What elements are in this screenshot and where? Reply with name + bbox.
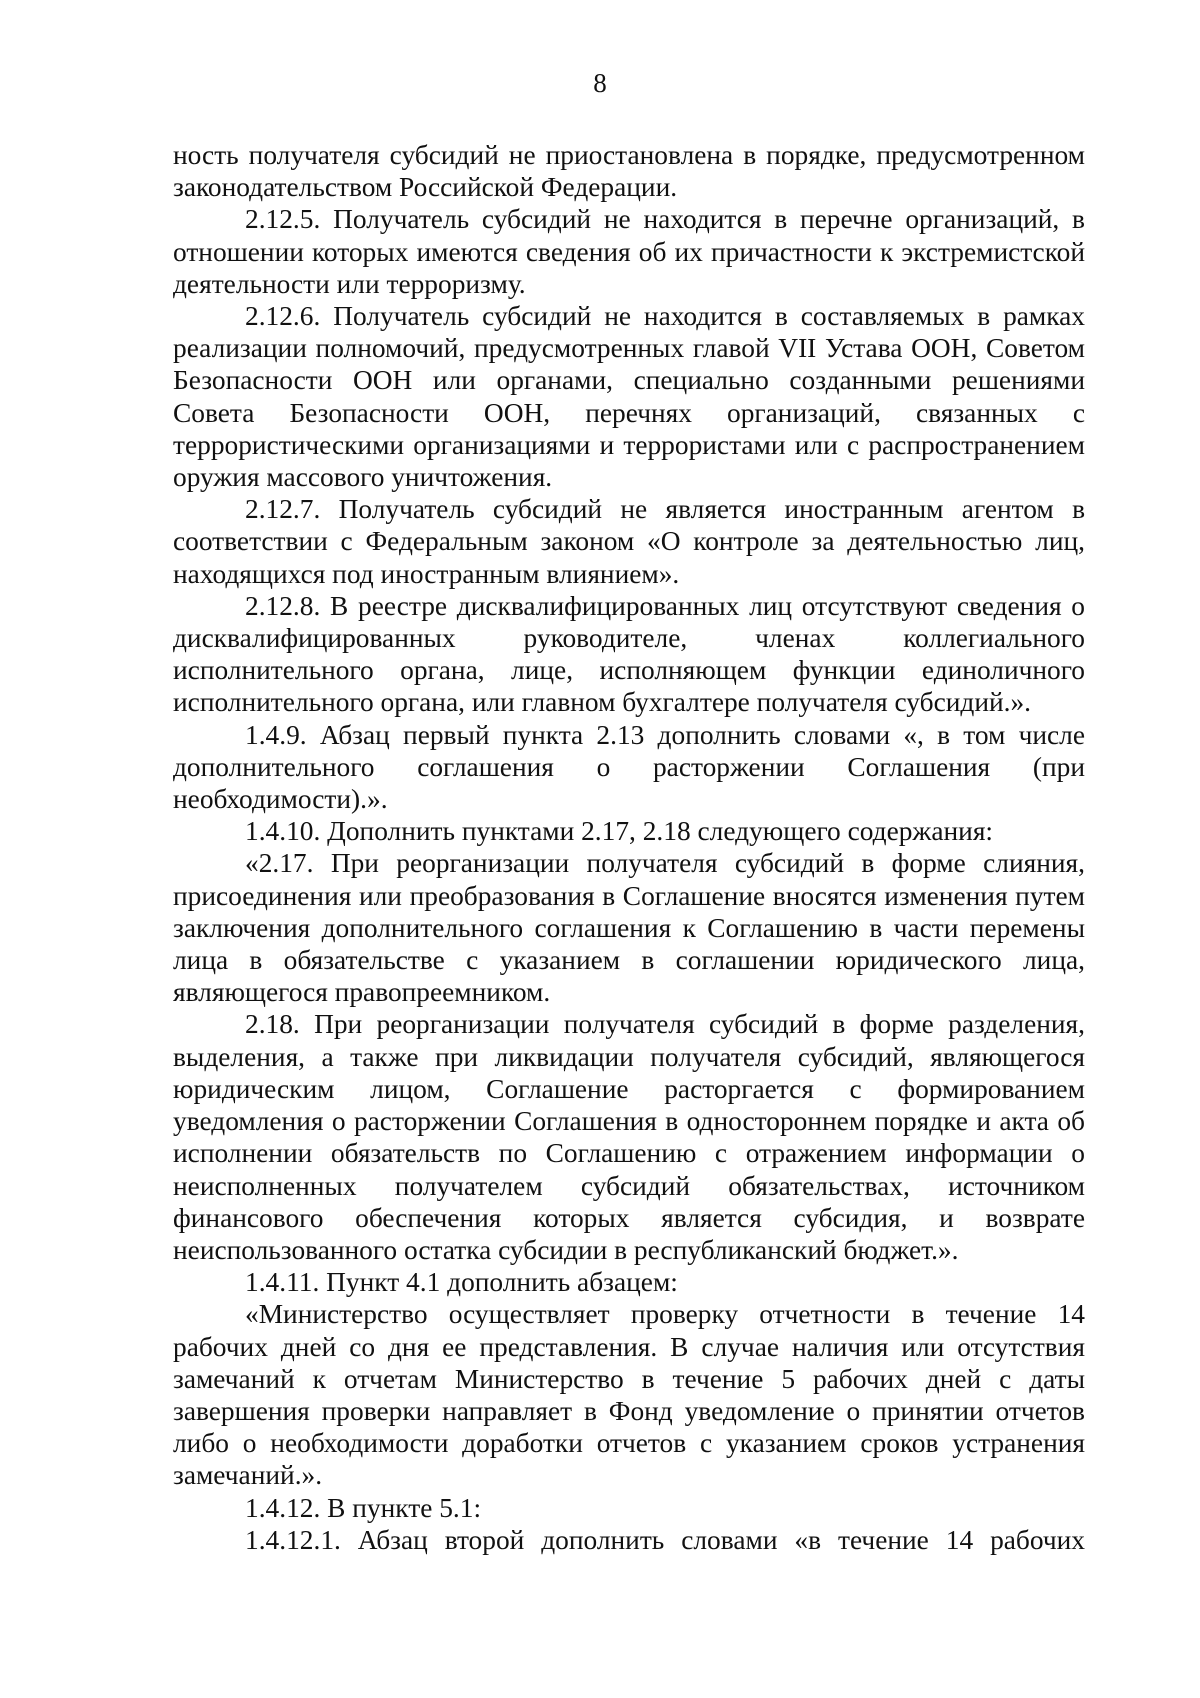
paragraph-ministry-check: «Министерство осуществляет проверку отчетности в течение 14 рабочих дней со дня ее представления. В случае наличия или отсутствия замечаний к отчетам Министерство в течение 5 рабочих дней с даты завершения проверки направляет в Фонд уведомление о принятии отчетов либо о необходимости доработки отчетов с указанием сроков устранения замечаний.». — [173, 1299, 1085, 1491]
paragraph-2-12-7: 2.12.7. Получатель субсидий не является иностранным агентом в соответствии с Федеральным законом «О контроле за деятельностью лиц, находящихся под иностранным влиянием». — [173, 494, 1085, 589]
paragraph-1-4-10: 1.4.10. Дополнить пунктами 2.17, 2.18 следующего содержания: — [245, 816, 994, 847]
paragraph-2-12-8: 2.12.8. В реестре дисквалифицированных лиц отсутствуют сведения о дисквалифицированных руководителе, членах коллегиального исполнительного органа, лице, исполняющем функции единоличного исполнительного органа, или главном бухгалтере получателя субсидий.». — [173, 590, 1085, 718]
paragraph-2-18: 2.18. При реорганизации получателя субсидий в форме разделения, выделения, а также при ликвидации получателя субсидий, являющегося юридическим лицом, Соглашение расторгается с формированием уведомления о расторжении Соглашения в одностороннем порядке и акта об исполнении обязательств по Соглашению с отражением информации о неисполненных получателем субсидий обязательствах, источником финансового обеспечения которых является субсидия, и возврате неиспользованного остатка субсидии в республиканский бюджет.». — [173, 1009, 1085, 1265]
paragraph-2-12-5: 2.12.5. Получатель субсидий не находится в перечне организаций, в отношении которых имеются сведения об их причастности к экстремистской деятельности или терроризму. — [173, 204, 1085, 299]
page-number: 8 — [593, 68, 607, 98]
paragraph-1-4-11: 1.4.11. Пункт 4.1 дополнить абзацем: — [245, 1267, 678, 1298]
paragraph-1-4-9: 1.4.9. Абзац первый пункта 2.13 дополнить словами «, в том числе дополнительного соглашения о расторжении Соглашения (при необходимости).». — [173, 719, 1085, 815]
paragraph-1-4-12: 1.4.12. В пункте 5.1: — [245, 1492, 482, 1523]
document-body — [173, 139, 1085, 1556]
paragraph-2-12-6: 2.12.6. Получатель субсидий не находится в составляемых в рамках реализации полномочий, предусмотренных главой VII Устава ООН, Советом Безопасности ООН или органами, специально созданными решениями Совета Безопасности ООН, перечнях организаций, связанных с террористическими организациями и террористами или с распространением оружия массового уничтожения. — [173, 301, 1085, 493]
paragraph-1-4-12-1: 1.4.12.1. Абзац второй дополнить словами «в течение 14 рабочих — [245, 1524, 1085, 1555]
paragraph-continuation: ность получателя субсидий не приостановлена в порядке, предусмотренном законодательством Российской Федерации. — [173, 140, 1085, 203]
paragraph-2-17: «2.17. При реорганизации получателя субсидий в форме слияния, присоединения или преобразования в Соглашение вносятся изменения путем заключения дополнительного соглашения к Соглашению в части перемены лица в обязательстве с указанием в соглашении юридического лица, являющегося правопреемником. — [173, 848, 1085, 1008]
